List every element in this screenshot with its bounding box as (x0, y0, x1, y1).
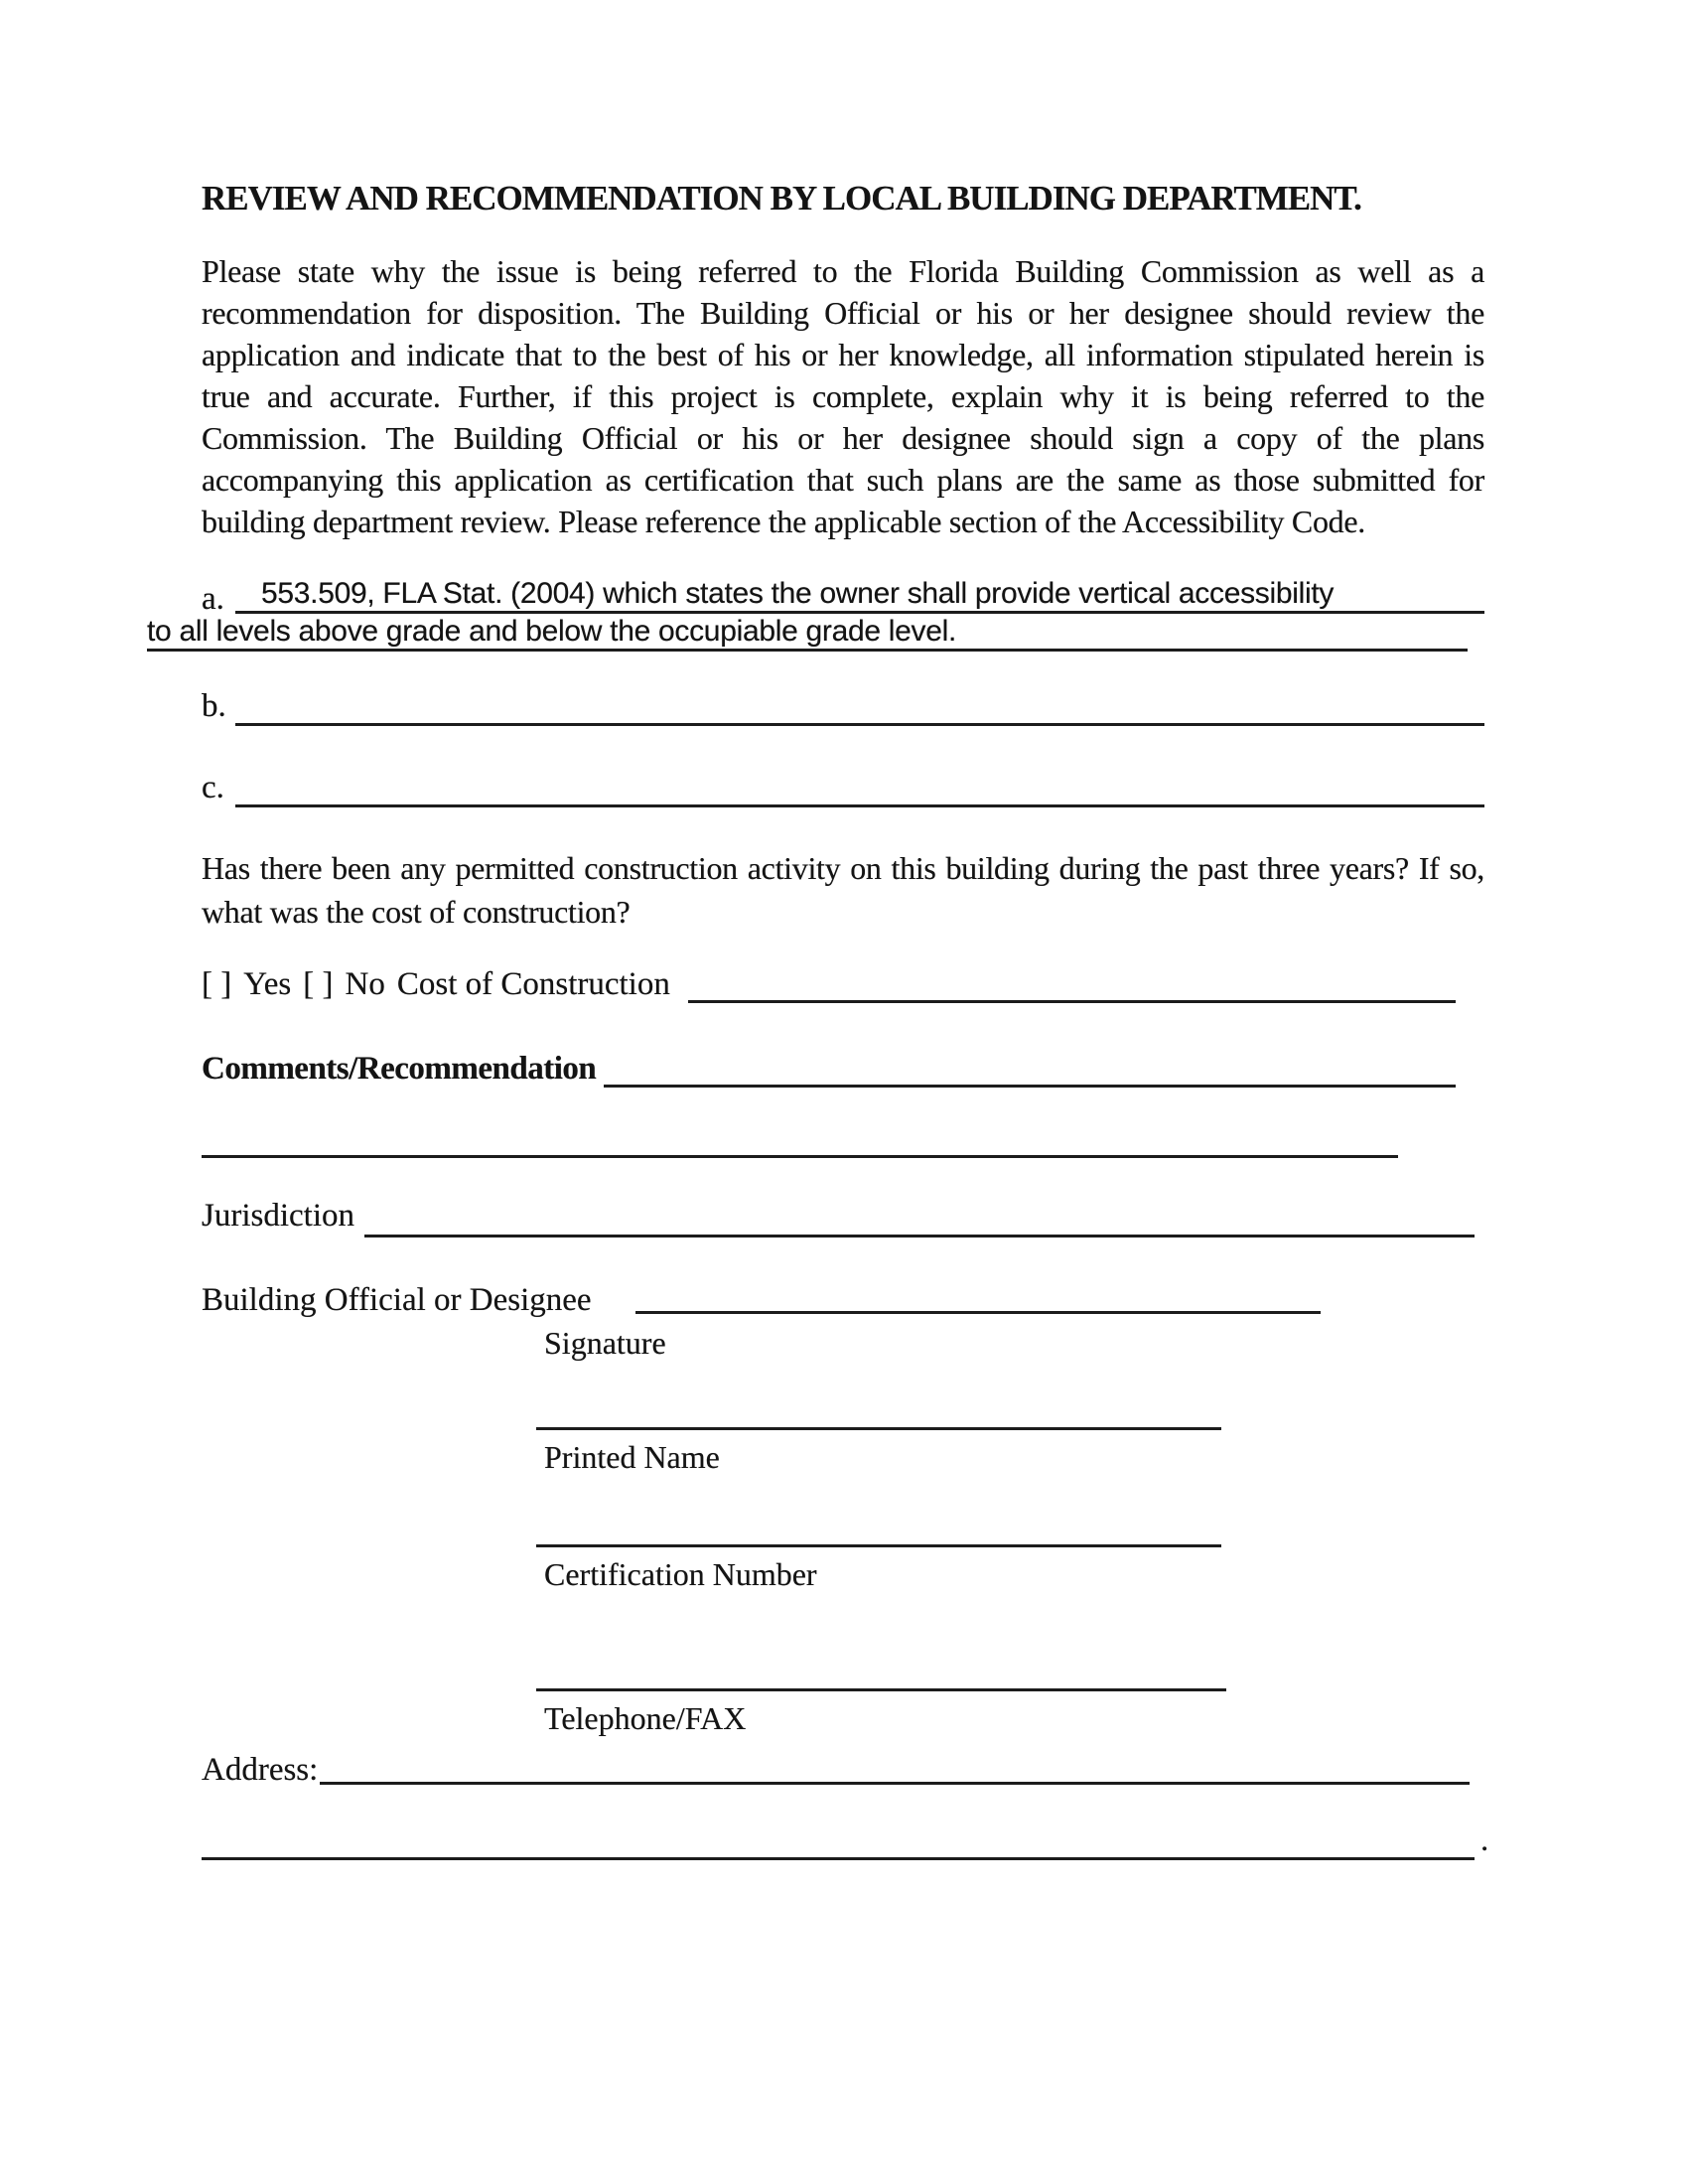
address-blank-line-2[interactable] (202, 1820, 1475, 1860)
item-a-answer-line-1[interactable] (235, 570, 1484, 614)
item-c-blank-line[interactable] (235, 765, 1484, 807)
item-a-answer-text-1: 553.509, FLA Stat. (2004) which states the owner shall provide vertical accessibility (261, 577, 1335, 610)
address-blank-line-1[interactable] (320, 1744, 1470, 1785)
comments-recommendation-label: Comments/Recommendation (202, 1051, 597, 1087)
comments-blank-line-1[interactable] (604, 1049, 1456, 1088)
yes-no-cost-row (202, 961, 1456, 1003)
no-label: No (345, 966, 385, 1002)
yes-label: Yes (243, 966, 292, 1002)
item-b-label: b. (202, 688, 226, 724)
building-official-label: Building Official or Designee (202, 1282, 592, 1318)
comments-blank-line-2[interactable] (202, 1117, 1398, 1158)
address-label: Address: (202, 1752, 319, 1788)
item-a-answer-text-2: to all levels above grade and below the occupiable grade level. (147, 615, 956, 648)
intro-paragraph: Please state why the issue is being referred to the Florida Building Commission as well as a recommendation for disposition. The Building Official or his or her designee should review the application and indicate that to the best of his or her knowledge, all information stipulated herein is true and accurate. Further, if this project is complete, explain why it is being referred to the Commission. The Building Official or his or her designee should sign a copy of the plans accompanying this application as certification that such plans are the same as those submitted for building department review. Please reference the applicable section of the Accessibility Code. (202, 253, 1484, 539)
cost-of-construction-label: Cost of Construction (396, 966, 670, 1002)
page-title: REVIEW AND RECOMMENDATION BY LOCAL BUILDING DEPARTMENT. (202, 179, 1361, 218)
yes-checkbox[interactable]: [ ] (202, 966, 232, 1002)
trailing-period: . (1480, 1822, 1489, 1858)
certification-number-blank-line[interactable] (536, 1507, 1221, 1547)
item-b-blank-line[interactable] (235, 683, 1484, 726)
signature-label: Signature (544, 1325, 666, 1361)
jurisdiction-blank-line[interactable] (364, 1197, 1475, 1238)
telephone-fax-blank-line[interactable] (536, 1651, 1226, 1691)
item-c-label: c. (202, 770, 224, 805)
item-a-answer-line-2[interactable] (147, 610, 1468, 652)
no-checkbox[interactable]: [ ] (303, 966, 334, 1002)
jurisdiction-label: Jurisdiction (202, 1198, 354, 1234)
cost-of-construction-blank-line[interactable] (688, 962, 1456, 1003)
printed-name-label: Printed Name (544, 1439, 720, 1475)
signature-blank-line[interactable] (635, 1273, 1321, 1314)
item-a-label: a. (202, 581, 224, 617)
comments-recommendation-row (202, 1048, 1456, 1088)
telephone-fax-label: Telephone/FAX (544, 1700, 747, 1736)
construction-activity-question: Has there been any permitted construction activity on this building during the past three years? If so, what was the cost of construction? (202, 850, 1484, 930)
printed-name-blank-line[interactable] (536, 1389, 1221, 1430)
certification-number-label: Certification Number (544, 1556, 817, 1592)
